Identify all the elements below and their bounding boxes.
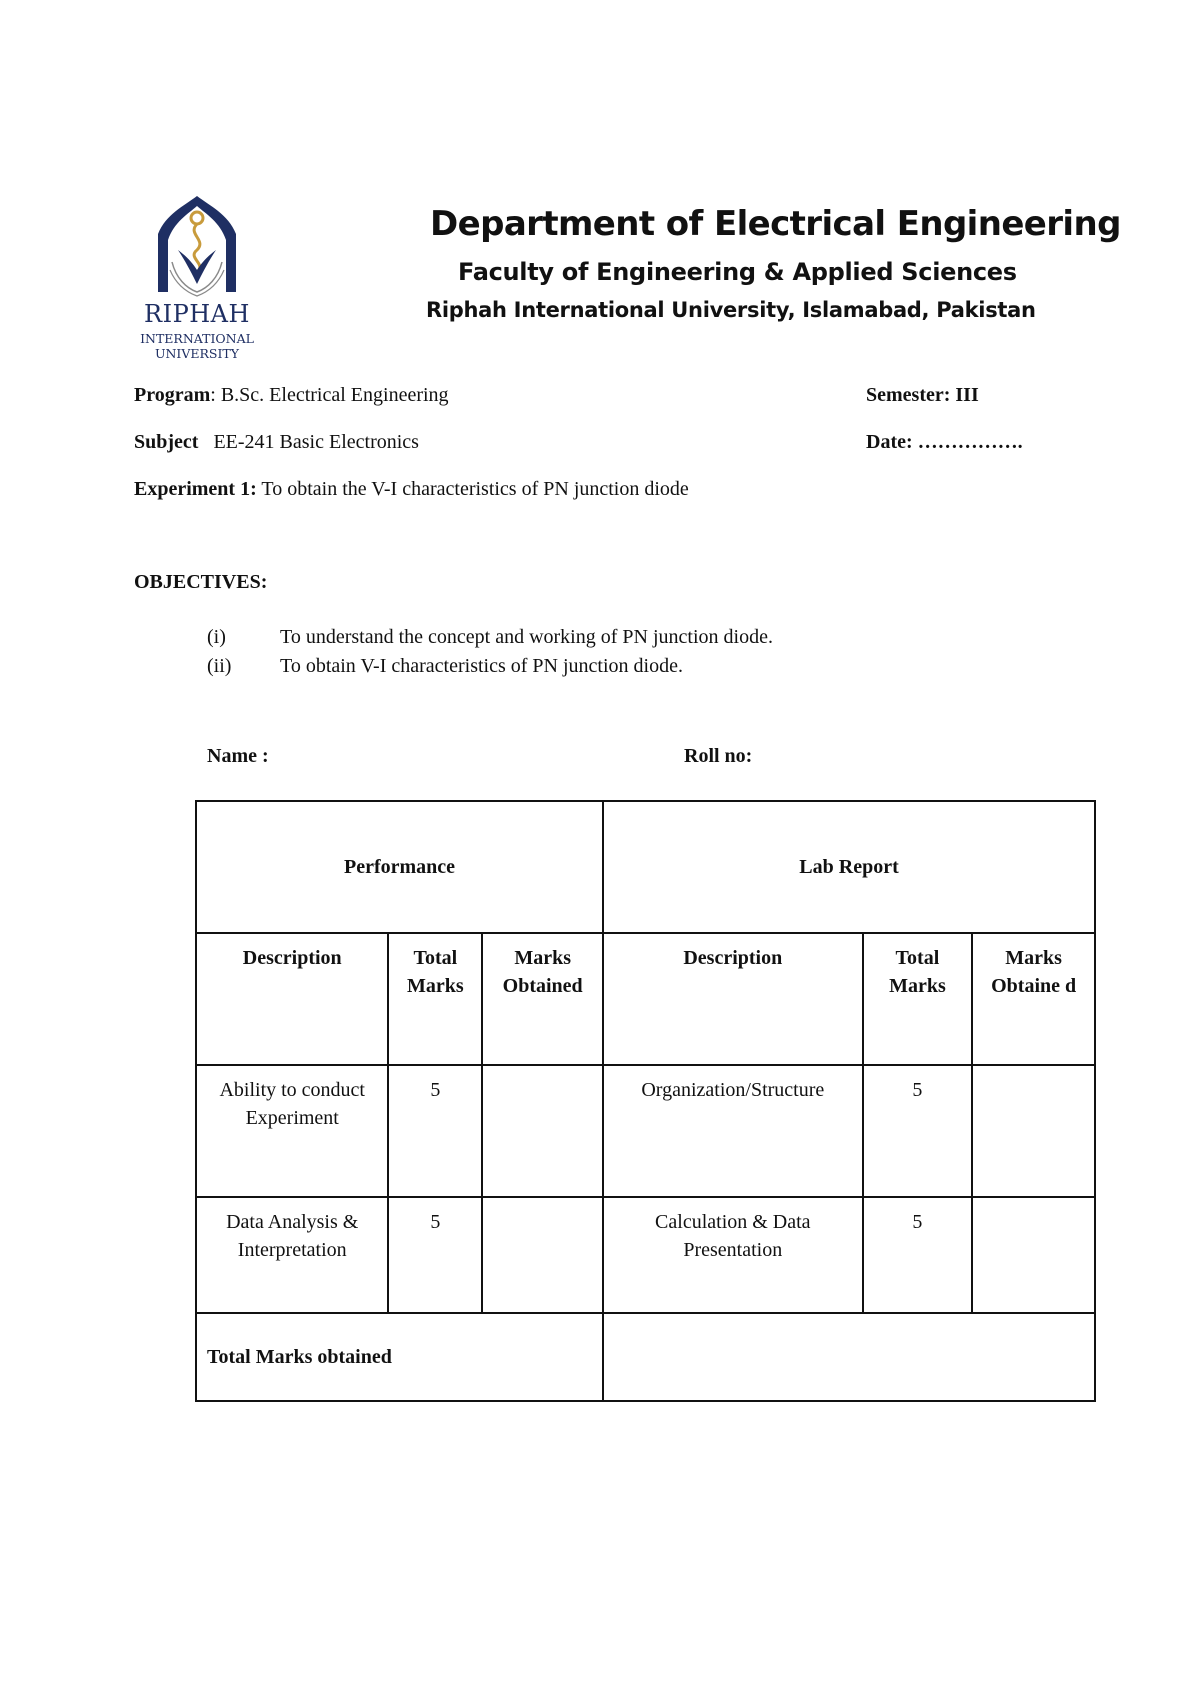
col-marks-obtained: Marks Obtaine d: [972, 933, 1095, 1065]
total-marks-cell[interactable]: [603, 1313, 1095, 1401]
objective-text: To obtain V-I characteristics of PN junction diode.: [280, 655, 683, 677]
program-line: [134, 384, 449, 407]
logo-subtitle-line1: INTERNATIONAL: [140, 331, 254, 346]
performance-total: 5: [388, 1065, 482, 1197]
performance-description: Ability to conduct Experiment: [196, 1065, 388, 1197]
logo-name: RIPHAH: [144, 300, 250, 328]
objective-number: (i): [207, 626, 226, 648]
lab-report-header: Lab Report: [603, 801, 1095, 933]
performance-obtained-cell[interactable]: [482, 1197, 603, 1313]
subject-value: EE-241 Basic Electronics: [213, 431, 419, 453]
col-total-marks: Total Marks: [388, 933, 482, 1065]
department-title: Department of Electrical Engineering: [430, 204, 1121, 244]
lab-total: 5: [863, 1197, 973, 1313]
logo-subtitle-line2: UNIVERSITY: [154, 346, 240, 361]
subject-label: Subject: [134, 431, 199, 453]
experiment-value: To obtain the V-I characteristics of PN junction diode: [256, 478, 689, 500]
performance-description: Data Analysis & Interpretation: [196, 1197, 388, 1313]
marks-table: [195, 800, 1096, 1402]
riphah-emblem-icon: [132, 192, 262, 302]
total-marks-label: Total Marks obtained: [196, 1313, 603, 1401]
performance-obtained-cell[interactable]: [482, 1065, 603, 1197]
total-row: [196, 1313, 1095, 1401]
objective-number: (ii): [207, 655, 232, 677]
program-label: Program: [134, 384, 211, 406]
lab-description: Organization/Structure: [603, 1065, 863, 1197]
objectives-heading: OBJECTIVES:: [134, 571, 268, 593]
university-logo: [132, 192, 262, 362]
table-header-row: [196, 933, 1095, 1065]
faculty-title: Faculty of Engineering & Applied Sciences: [458, 258, 1017, 286]
subject-line: [134, 431, 419, 454]
table-row: [196, 1065, 1095, 1197]
col-marks-obtained: Marks Obtained: [482, 933, 603, 1065]
table-group-row: [196, 801, 1095, 933]
col-description: Description: [603, 933, 863, 1065]
col-description: Description: [196, 933, 388, 1065]
semester-label: Semester: III: [866, 384, 979, 406]
lab-description: Calculation & Data Presentation: [603, 1197, 863, 1313]
lab-obtained-cell[interactable]: [972, 1197, 1095, 1313]
experiment-line: [134, 478, 689, 501]
table-row: [196, 1197, 1095, 1313]
performance-header: Performance: [196, 801, 603, 933]
col-total-marks: Total Marks: [863, 933, 973, 1065]
lab-total: 5: [863, 1065, 973, 1197]
date-label: Date: …………….: [866, 431, 1023, 453]
experiment-label: Experiment 1:: [134, 478, 257, 500]
university-title: Riphah International University, Islamabad, Pakistan: [426, 298, 1036, 322]
roll-no-label: Roll no:: [684, 745, 753, 767]
program-value: : B.Sc. Electrical Engineering: [210, 384, 449, 406]
lab-obtained-cell[interactable]: [972, 1065, 1095, 1197]
name-label: Name :: [207, 745, 269, 767]
performance-total: 5: [388, 1197, 482, 1313]
objective-text: To understand the concept and working of PN junction diode.: [280, 626, 773, 648]
